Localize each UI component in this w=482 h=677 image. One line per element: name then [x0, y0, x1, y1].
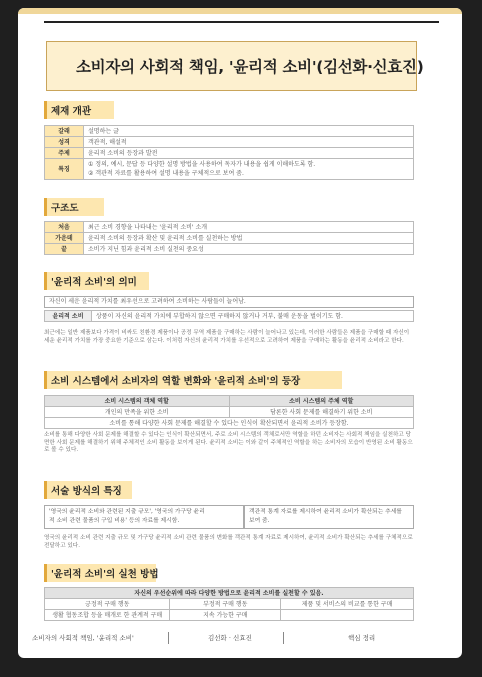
meaning-box: 자신이 세운 윤리적 가치를 최우선으로 고려하여 소비하는 사람들이 늘어남.: [44, 296, 414, 308]
role-paragraph: 소비를 통해 다양한 사회 문제를 해결할 수 있다는 인식이 확산되면서, 주로 소비 시스템의 객체로서만 역할을 하던 소비자는 사회적 책임을 실천하고 당면한 사회 문제를 해결하기 위해 주체적인 소비 활동을 보이게 된다. 윤리적 소비는 이와 같이 주체적인 역할을 하는 소비자의 모습이 반영된 소비 활동으로 볼 수 있다.: [44, 432, 413, 454]
section-heading-meaning: '윤리적 소비'의 의미: [44, 272, 149, 290]
footer-author: 김선화 · 신효진: [208, 634, 252, 642]
structure-table: 처음 최근 소비 경향을 나타내는 '윤리적 소비' 소개 가운데 윤리적 소비의 등장과 확산 및 윤리적 소비를 실천하는 방법 끝 소비가 지닌 힘과 윤리적 소비 실천의 중요성: [44, 221, 414, 255]
style-effect-box: 객관적 통계 자료를 제시하여 윤리적 소비가 확산되는 추세를 보여 줌.: [244, 505, 414, 529]
section-heading-practice: '윤리적 소비'의 실천 방법: [44, 564, 156, 582]
footer: [18, 630, 462, 646]
style-evidence-box: '영국의 윤리적 소비와 관련된 지출 규모', '영국의 가구당 윤리 적 소비 관련 물품의 구입 비용' 등의 자료를 제시함.: [44, 505, 244, 529]
top-rule: [44, 21, 439, 23]
meaning-table: 윤리적 소비 상품이 자신의 윤리적 가치에 부합하지 않으면 구매하지 않거나 거부, 불매 운동을 벌이기도 함.: [44, 310, 414, 322]
footer-section: 핵심 정리: [348, 634, 376, 642]
page-title: 소비자의 사회적 책임, '윤리적 소비'(김선화·신효진): [76, 58, 424, 76]
dark-margin: [462, 8, 482, 658]
footer-work: 소비자의 사회적 책임, '윤리적 소비': [32, 634, 134, 642]
meaning-paragraph: 최근에는 일반 제품보다 가격이 비싸도 친환경 제품이나 공정 무역 제품을 구매하는 사람이 늘어나고 있는데, 이러한 사람들은 제품을 구매할 때 자신이 세운 윤리적 가치를 가장 중요한 기준으로 삼는다. 이처럼 자신의 윤리적 가치를 우선적으로 고려하여 제품을 구매하는 활동을 윤리적 소비라고 한다.: [44, 330, 410, 344]
title-box: [46, 41, 424, 91]
role-table: 소비 시스템의 객체 역할 소비 시스템의 주체 역할 개인의 만족을 위한 소비 담론한 사회 문제를 해결하기 위한 소비 소비를 통해 다양한 사회 문제를 해결할 수 있다는 인식이 확산되면서 윤리적 소비가 등장함.: [44, 395, 414, 429]
section-heading-structure: 구조도: [44, 198, 104, 216]
style-paragraph: 영국의 윤리적 소비 관련 지출 규모 및 가구당 윤리적 소비 관련 물품의 변화를 객관적 통계 자료로 제시하여, 윤리적 소비가 확산되는 추세를 구체적으로 전달하고 있다.: [44, 535, 413, 549]
section-heading-role-change: 소비 시스템에서 소비자의 역할 변화와 '윤리적 소비'의 등장: [44, 371, 342, 389]
document-page: [18, 8, 462, 658]
practice-table: 자신의 우선순위에 따라 다양한 방법으로 윤리적 소비를 실천할 수 있음. 긍정적 구매 행동 부정적 구매 행동 제품 및 서비스의 비교를 통한 구매 생활 협동조합 등을 매개로 한 관계적 구매 지속 가능한 구매: [44, 587, 414, 621]
section-heading-overview: 제재 개관: [44, 101, 114, 119]
overview-table: 갈래 설명하는 글 성격 객관적, 해설적 주제 윤리적 소비의 등장과 발전 특징 ① 정의, 예시, 문답 등 다양한 설명 방법을 사용하여 독자가 내용을 쉽게 이해하도록 함. ② 객관적 자료를 활용하여 설명 내용을 구체적으로 보여 줌.: [44, 125, 414, 180]
top-band: [18, 8, 462, 14]
section-heading-style: 서술 방식의 특징: [44, 481, 132, 499]
